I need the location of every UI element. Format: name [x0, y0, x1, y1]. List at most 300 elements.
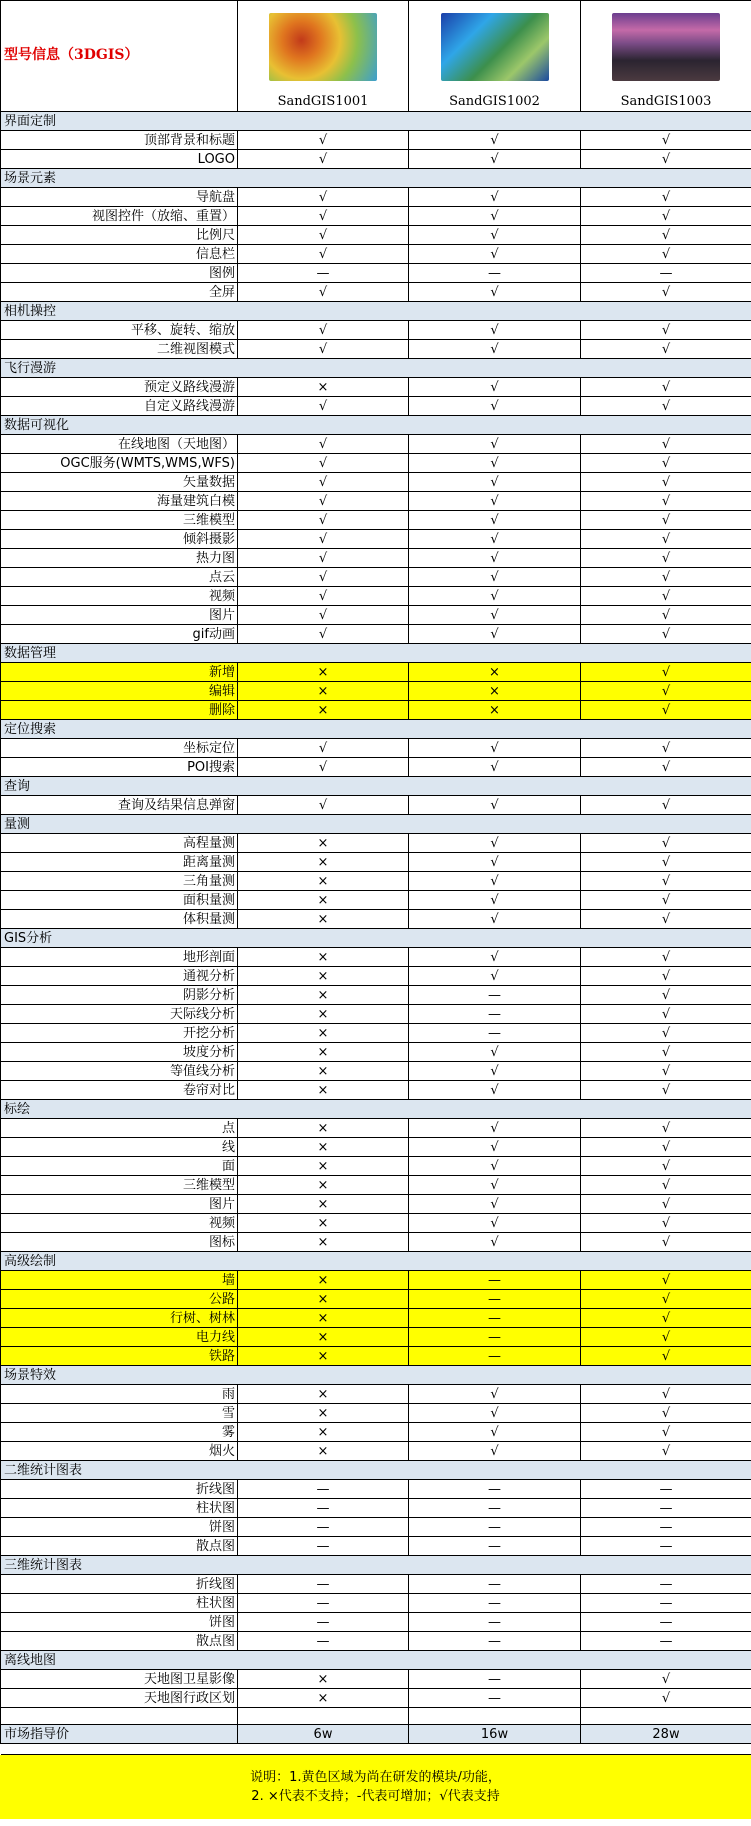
- support-value-3: √: [581, 188, 751, 207]
- feature-row: [1, 986, 751, 1005]
- support-value-3: —: [581, 1480, 751, 1499]
- support-value-2: √: [409, 568, 581, 587]
- feature-row: [1, 397, 751, 416]
- note-line-1: 说明：1.黄色区域为尚在研发的模块/功能，: [250, 1770, 501, 1785]
- support-value-3: √: [581, 986, 751, 1005]
- support-value-2: √: [409, 1138, 581, 1157]
- feature-row: [1, 606, 751, 625]
- support-value-3: √: [581, 1670, 751, 1689]
- support-value-1: √: [238, 435, 409, 454]
- support-value-1: ×: [238, 1081, 409, 1100]
- category-row: [1, 720, 751, 739]
- support-value-1: √: [238, 587, 409, 606]
- feature-row: [1, 1214, 751, 1233]
- terrain-thumbnail-image: [269, 13, 377, 81]
- support-value-2: √: [409, 131, 581, 150]
- support-value-2: √: [409, 1119, 581, 1138]
- support-value-1: ×: [238, 1309, 409, 1328]
- feature-label: 图片: [1, 1195, 238, 1214]
- feature-row: [1, 131, 751, 150]
- feature-row: [1, 853, 751, 872]
- support-value-1: √: [238, 549, 409, 568]
- price-value-3: 28w: [581, 1725, 751, 1744]
- feature-row: [1, 511, 751, 530]
- support-value-2: ×: [409, 682, 581, 701]
- support-value-1: √: [238, 321, 409, 340]
- support-value-3: √: [581, 701, 751, 720]
- feature-label: 平移、旋转、缩放: [1, 321, 238, 340]
- support-value-3: √: [581, 625, 751, 644]
- feature-label: 电力线: [1, 1328, 238, 1347]
- support-value-1: ×: [238, 910, 409, 929]
- support-value-3: √: [581, 910, 751, 929]
- support-value-1: ×: [238, 1385, 409, 1404]
- support-value-2: —: [409, 1347, 581, 1366]
- support-value-1: ×: [238, 1271, 409, 1290]
- feature-row: [1, 739, 751, 758]
- support-value-1: √: [238, 492, 409, 511]
- support-value-3: √: [581, 834, 751, 853]
- feature-label: 坐标定位: [1, 739, 238, 758]
- category-row: [1, 169, 751, 188]
- feature-label: 饼图: [1, 1613, 238, 1632]
- support-value-2: √: [409, 435, 581, 454]
- support-value-1: ×: [238, 1195, 409, 1214]
- support-value-1: ×: [238, 1290, 409, 1309]
- support-value-1: ×: [238, 1442, 409, 1461]
- support-value-2: —: [409, 1537, 581, 1556]
- support-value-2: √: [409, 1385, 581, 1404]
- support-value-1: ×: [238, 1062, 409, 1081]
- feature-row: [1, 1613, 751, 1632]
- support-value-2: √: [409, 283, 581, 302]
- support-value-3: √: [581, 1119, 751, 1138]
- feature-row: [1, 568, 751, 587]
- feature-label: 面积量测: [1, 891, 238, 910]
- support-value-1: ×: [238, 986, 409, 1005]
- support-value-2: √: [409, 1404, 581, 1423]
- support-value-3: √: [581, 1290, 751, 1309]
- support-value-2: —: [409, 1290, 581, 1309]
- support-value-2: √: [409, 530, 581, 549]
- city-thumbnail-image: [441, 13, 549, 81]
- category-row: [1, 815, 751, 834]
- feature-row: [1, 625, 751, 644]
- feature-row: [1, 1632, 751, 1651]
- feature-label: 比例尺: [1, 226, 238, 245]
- support-value-3: √: [581, 1442, 751, 1461]
- support-value-3: √: [581, 245, 751, 264]
- category-row: [1, 1556, 751, 1575]
- support-value-2: —: [409, 1024, 581, 1043]
- feature-row: [1, 1233, 751, 1252]
- support-value-1: √: [238, 758, 409, 777]
- feature-label: LOGO: [1, 150, 238, 169]
- support-value-2: √: [409, 587, 581, 606]
- feature-row: [1, 967, 751, 986]
- feature-row: [1, 891, 751, 910]
- support-value-2: —: [409, 1575, 581, 1594]
- category-label: 场景元素: [1, 169, 751, 188]
- model-info-title: 型号信息（3DGIS）: [4, 47, 139, 63]
- feature-row: [1, 1271, 751, 1290]
- support-value-3: √: [581, 340, 751, 359]
- feature-row: [1, 1290, 751, 1309]
- feature-label: 天际线分析: [1, 1005, 238, 1024]
- feature-row: [1, 1442, 751, 1461]
- feature-label: 图片: [1, 606, 238, 625]
- category-label: 飞行漫游: [1, 359, 751, 378]
- support-value-2: √: [409, 1176, 581, 1195]
- category-label: 查询: [1, 777, 751, 796]
- support-value-2: √: [409, 549, 581, 568]
- category-row: [1, 302, 751, 321]
- support-value-2: —: [409, 1518, 581, 1537]
- feature-label: 散点图: [1, 1632, 238, 1651]
- feature-label: 高程量测: [1, 834, 238, 853]
- feature-label: 视图控件（放缩、重置）: [1, 207, 238, 226]
- support-value-3: √: [581, 226, 751, 245]
- spacer-cell: [1, 1744, 751, 1755]
- empty-cell: [581, 1708, 751, 1725]
- feature-label: 热力图: [1, 549, 238, 568]
- feature-label: 雪: [1, 1404, 238, 1423]
- support-value-3: √: [581, 758, 751, 777]
- support-value-1: ×: [238, 1328, 409, 1347]
- support-value-3: √: [581, 397, 751, 416]
- support-value-3: —: [581, 1632, 751, 1651]
- blank-row: [1, 1708, 751, 1725]
- support-value-2: √: [409, 853, 581, 872]
- support-value-1: √: [238, 511, 409, 530]
- support-value-2: √: [409, 454, 581, 473]
- feature-label: 视频: [1, 1214, 238, 1233]
- feature-row: [1, 264, 751, 283]
- price-row: [1, 1725, 751, 1744]
- category-label: 定位搜索: [1, 720, 751, 739]
- feature-label: 新增: [1, 663, 238, 682]
- feature-label: 雾: [1, 1423, 238, 1442]
- support-value-1: √: [238, 739, 409, 758]
- feature-row: [1, 1670, 751, 1689]
- feature-row: [1, 948, 751, 967]
- support-value-2: —: [409, 1689, 581, 1708]
- support-value-2: —: [409, 1632, 581, 1651]
- support-value-2: —: [409, 986, 581, 1005]
- feature-label: gif动画: [1, 625, 238, 644]
- support-value-2: √: [409, 397, 581, 416]
- support-value-2: √: [409, 150, 581, 169]
- feature-label: 雨: [1, 1385, 238, 1404]
- category-row: [1, 1461, 751, 1480]
- feature-row: [1, 530, 751, 549]
- support-value-3: √: [581, 948, 751, 967]
- feature-row: [1, 1024, 751, 1043]
- feature-row: [1, 1081, 751, 1100]
- support-value-3: √: [581, 378, 751, 397]
- support-value-1: √: [238, 283, 409, 302]
- feature-row: [1, 1157, 751, 1176]
- support-value-1: ×: [238, 1138, 409, 1157]
- support-value-3: —: [581, 1594, 751, 1613]
- feature-row: [1, 1176, 751, 1195]
- support-value-3: √: [581, 1176, 751, 1195]
- support-value-2: √: [409, 910, 581, 929]
- support-value-2: √: [409, 606, 581, 625]
- feature-row: [1, 1537, 751, 1556]
- feature-row: [1, 435, 751, 454]
- category-label: 三维统计图表: [1, 1556, 751, 1575]
- support-value-1: ×: [238, 1404, 409, 1423]
- note-row: [0, 1755, 751, 1819]
- support-value-2: √: [409, 967, 581, 986]
- support-value-2: √: [409, 796, 581, 815]
- note-cell: [0, 1755, 751, 1819]
- support-value-1: √: [238, 796, 409, 815]
- support-value-1: —: [238, 1613, 409, 1632]
- feature-label: 图标: [1, 1233, 238, 1252]
- support-value-2: √: [409, 245, 581, 264]
- support-value-3: √: [581, 1195, 751, 1214]
- support-value-2: —: [409, 264, 581, 283]
- feature-row: [1, 454, 751, 473]
- support-value-2: ×: [409, 701, 581, 720]
- feature-label: 信息栏: [1, 245, 238, 264]
- support-value-1: √: [238, 530, 409, 549]
- support-value-1: —: [238, 1594, 409, 1613]
- model-column-1: [238, 1, 409, 112]
- support-value-3: √: [581, 549, 751, 568]
- feature-row: [1, 701, 751, 720]
- support-value-1: ×: [238, 1005, 409, 1024]
- feature-row: [1, 834, 751, 853]
- support-value-1: ×: [238, 1024, 409, 1043]
- feature-label: 编辑: [1, 682, 238, 701]
- category-label: 界面定制: [1, 112, 751, 131]
- support-value-3: √: [581, 891, 751, 910]
- feature-row: [1, 1062, 751, 1081]
- feature-row: [1, 245, 751, 264]
- support-value-3: √: [581, 131, 751, 150]
- feature-label: 三维模型: [1, 1176, 238, 1195]
- category-row: [1, 112, 751, 131]
- support-value-3: √: [581, 682, 751, 701]
- category-row: [1, 359, 751, 378]
- category-label: 离线地图: [1, 1651, 751, 1670]
- support-value-1: ×: [238, 1233, 409, 1252]
- price-label: 市场指导价: [1, 1725, 238, 1744]
- support-value-1: ×: [238, 967, 409, 986]
- feature-row: [1, 188, 751, 207]
- support-value-2: √: [409, 758, 581, 777]
- support-value-2: √: [409, 948, 581, 967]
- feature-row: [1, 587, 751, 606]
- support-value-1: ×: [238, 834, 409, 853]
- note-table: [0, 1755, 751, 1819]
- feature-row: [1, 549, 751, 568]
- model-name-2: SandGIS1002: [449, 94, 540, 109]
- support-value-3: √: [581, 1043, 751, 1062]
- feature-label: 矢量数据: [1, 473, 238, 492]
- feature-row: [1, 1594, 751, 1613]
- feature-row: [1, 1499, 751, 1518]
- feature-row: [1, 872, 751, 891]
- support-value-2: √: [409, 511, 581, 530]
- support-value-2: —: [409, 1480, 581, 1499]
- support-value-3: —: [581, 1537, 751, 1556]
- support-value-1: ×: [238, 853, 409, 872]
- feature-label: 海量建筑白模: [1, 492, 238, 511]
- spacer-row: [1, 1744, 751, 1755]
- model-name-1: SandGIS1001: [277, 94, 369, 109]
- feature-label: 坡度分析: [1, 1043, 238, 1062]
- support-value-2: —: [409, 1328, 581, 1347]
- support-value-3: √: [581, 853, 751, 872]
- feature-label: 饼图: [1, 1518, 238, 1537]
- support-value-1: ×: [238, 872, 409, 891]
- category-label: 高级绘制: [1, 1252, 751, 1271]
- support-value-3: √: [581, 1138, 751, 1157]
- feature-row: [1, 1328, 751, 1347]
- note-line-2: 2. ×代表不支持；-代表可增加；√代表支持: [251, 1789, 500, 1804]
- support-value-2: √: [409, 1043, 581, 1062]
- feature-label: 天地图行政区划: [1, 1689, 238, 1708]
- support-value-3: √: [581, 1081, 751, 1100]
- category-label: 量测: [1, 815, 751, 834]
- support-value-1: ×: [238, 378, 409, 397]
- feature-row: [1, 1195, 751, 1214]
- support-value-1: ×: [238, 1670, 409, 1689]
- feature-label: 线: [1, 1138, 238, 1157]
- support-value-3: √: [581, 454, 751, 473]
- support-value-3: √: [581, 1404, 751, 1423]
- empty-cell: [1, 1708, 238, 1725]
- support-value-2: √: [409, 1442, 581, 1461]
- feature-row: [1, 492, 751, 511]
- feature-row: [1, 663, 751, 682]
- support-value-3: √: [581, 1385, 751, 1404]
- feature-label: 查询及结果信息弹窗: [1, 796, 238, 815]
- support-value-1: √: [238, 625, 409, 644]
- title-cell: [1, 1, 238, 112]
- feature-row: [1, 1404, 751, 1423]
- support-value-2: √: [409, 1157, 581, 1176]
- support-value-1: √: [238, 397, 409, 416]
- feature-row: [1, 321, 751, 340]
- support-value-1: ×: [238, 1119, 409, 1138]
- feature-label: 墙: [1, 1271, 238, 1290]
- support-value-3: √: [581, 1062, 751, 1081]
- support-value-3: √: [581, 872, 751, 891]
- category-label: 场景特效: [1, 1366, 751, 1385]
- price-value-2: 16w: [409, 1725, 581, 1744]
- support-value-1: √: [238, 454, 409, 473]
- support-value-2: √: [409, 492, 581, 511]
- support-value-2: √: [409, 473, 581, 492]
- category-label: 数据可视化: [1, 416, 751, 435]
- feature-label: 顶部背景和标题: [1, 131, 238, 150]
- category-label: 二维统计图表: [1, 1461, 751, 1480]
- support-value-3: √: [581, 530, 751, 549]
- support-value-2: √: [409, 226, 581, 245]
- feature-label: 图例: [1, 264, 238, 283]
- support-value-1: ×: [238, 701, 409, 720]
- feature-label: 倾斜摄影: [1, 530, 238, 549]
- feature-row: [1, 207, 751, 226]
- feature-label: 卷帘对比: [1, 1081, 238, 1100]
- support-value-2: √: [409, 891, 581, 910]
- support-value-1: ×: [238, 1043, 409, 1062]
- feature-label: 开挖分析: [1, 1024, 238, 1043]
- category-row: [1, 1651, 751, 1670]
- feature-row: [1, 1518, 751, 1537]
- feature-label: 体积量测: [1, 910, 238, 929]
- support-value-2: √: [409, 625, 581, 644]
- category-row: [1, 1366, 751, 1385]
- support-value-3: √: [581, 1214, 751, 1233]
- support-value-1: √: [238, 473, 409, 492]
- support-value-1: ×: [238, 1214, 409, 1233]
- feature-label: 烟火: [1, 1442, 238, 1461]
- support-value-2: —: [409, 1613, 581, 1632]
- support-value-2: √: [409, 1081, 581, 1100]
- support-value-3: √: [581, 568, 751, 587]
- feature-row: [1, 1309, 751, 1328]
- support-value-3: √: [581, 1157, 751, 1176]
- support-value-3: √: [581, 1689, 751, 1708]
- feature-label: 删除: [1, 701, 238, 720]
- category-row: [1, 929, 751, 948]
- support-value-2: —: [409, 1670, 581, 1689]
- support-value-3: √: [581, 1328, 751, 1347]
- support-value-1: ×: [238, 891, 409, 910]
- feature-row: [1, 150, 751, 169]
- support-value-3: √: [581, 1024, 751, 1043]
- feature-label: 在线地图（天地图）: [1, 435, 238, 454]
- support-value-3: —: [581, 1518, 751, 1537]
- feature-label: POI搜索: [1, 758, 238, 777]
- support-value-3: √: [581, 967, 751, 986]
- support-value-3: √: [581, 1347, 751, 1366]
- support-value-1: —: [238, 264, 409, 283]
- feature-row: [1, 340, 751, 359]
- support-value-2: √: [409, 1195, 581, 1214]
- feature-label: 等值线分析: [1, 1062, 238, 1081]
- support-value-1: —: [238, 1537, 409, 1556]
- feature-label: 点: [1, 1119, 238, 1138]
- support-value-3: √: [581, 150, 751, 169]
- feature-row: [1, 473, 751, 492]
- support-value-1: √: [238, 226, 409, 245]
- feature-row: [1, 1480, 751, 1499]
- support-value-1: √: [238, 131, 409, 150]
- support-value-1: —: [238, 1499, 409, 1518]
- category-row: [1, 416, 751, 435]
- feature-label: 公路: [1, 1290, 238, 1309]
- support-value-2: √: [409, 321, 581, 340]
- support-value-3: √: [581, 587, 751, 606]
- feature-label: 折线图: [1, 1575, 238, 1594]
- support-value-2: √: [409, 207, 581, 226]
- feature-label: 散点图: [1, 1537, 238, 1556]
- feature-label: 距离量测: [1, 853, 238, 872]
- support-value-3: √: [581, 492, 751, 511]
- support-value-1: ×: [238, 1423, 409, 1442]
- support-value-2: √: [409, 1062, 581, 1081]
- feature-label: 天地图卫星影像: [1, 1670, 238, 1689]
- category-label: 数据管理: [1, 644, 751, 663]
- feature-label: 面: [1, 1157, 238, 1176]
